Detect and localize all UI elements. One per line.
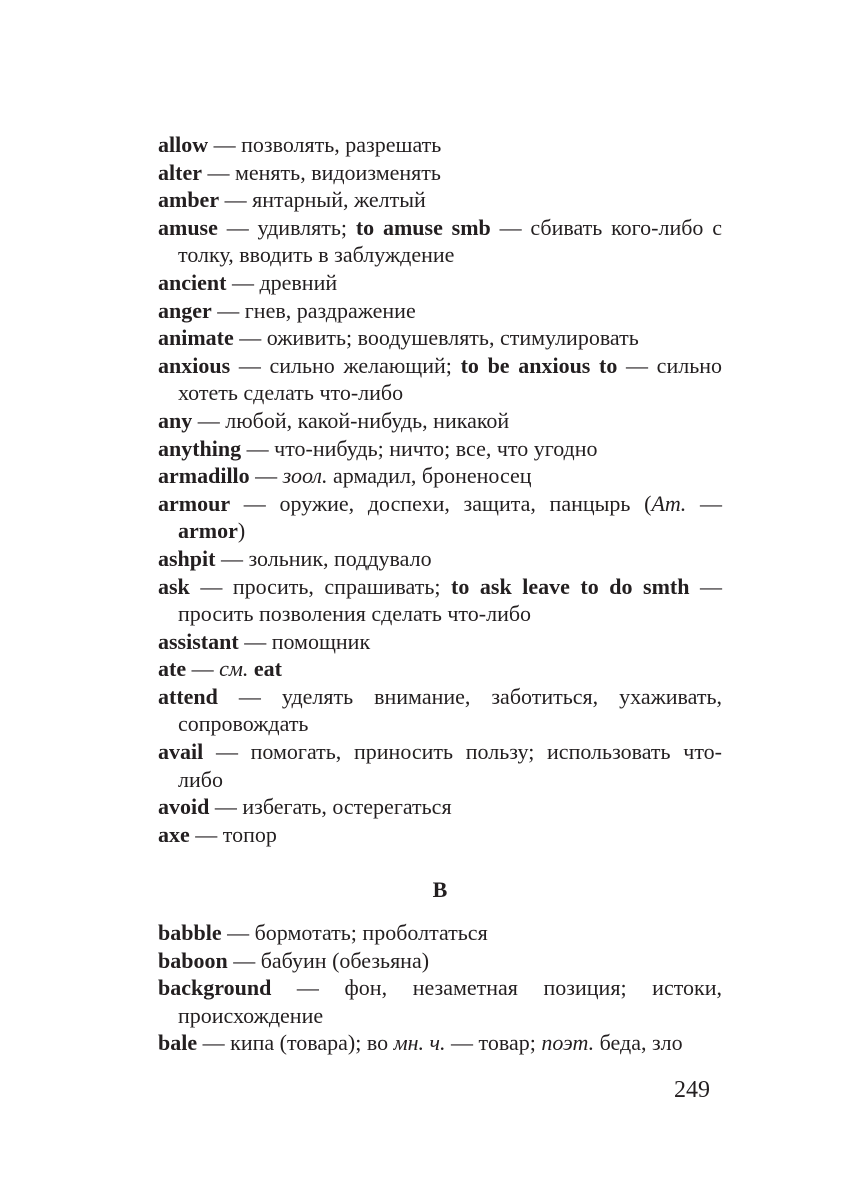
entry-attend <box>158 683 722 738</box>
cross-reference: eat <box>253 656 282 682</box>
definition: — гнев, раздражение <box>211 297 416 323</box>
entry-background <box>158 974 722 1029</box>
definition: — кипа (товара); во <box>197 1030 394 1056</box>
entries-list <box>158 131 722 1057</box>
definition-cont: — товар; <box>445 1030 542 1056</box>
phrase: to ask leave to do smth <box>451 573 690 599</box>
headword: baboon <box>158 947 228 973</box>
phrase-definition: — просить позволения сделать что-либо <box>178 573 723 627</box>
entry-baboon <box>158 947 722 975</box>
label-abbreviation: см. <box>219 656 249 682</box>
headword: armour <box>158 490 231 516</box>
definition: — помогать, приносить пользу; использовать что-либо <box>178 739 722 792</box>
headword: anything <box>158 435 242 461</box>
headword: amber <box>158 187 220 213</box>
headword: animate <box>158 325 234 351</box>
definition: — оживить; воодушевлять, стимулировать <box>233 325 639 351</box>
headword: axe <box>158 821 190 847</box>
headword: babble <box>158 920 222 946</box>
entry-allow <box>158 131 722 159</box>
entry-armadillo <box>158 462 722 490</box>
entry-avoid <box>158 793 722 821</box>
entry-alter <box>158 159 722 187</box>
entry-armour <box>158 490 722 545</box>
headword: bale <box>158 1030 198 1056</box>
definition: — просить, спрашивать; <box>189 573 452 599</box>
definition-close: беда, зло <box>594 1030 683 1056</box>
phrase-definition: — сильно хотеть сделать что-либо <box>178 352 723 406</box>
definition: — оружие, доспехи, защита, панцырь ( <box>230 490 652 516</box>
entry-ashpit <box>158 545 722 573</box>
entry-assistant <box>158 628 722 656</box>
page-number: 249 <box>674 1077 710 1103</box>
entry-amber <box>158 186 722 214</box>
definition: — сильно желающий; <box>230 352 461 378</box>
headword: ancient <box>158 269 227 295</box>
definition: — древний <box>226 269 338 295</box>
headword: allow <box>158 132 209 157</box>
definition: — избегать, остерегаться <box>209 794 452 820</box>
definition: — топор <box>189 821 277 847</box>
headword: attend <box>158 683 218 709</box>
headword: ate <box>158 656 187 682</box>
definition: — бормотать; проболтаться <box>221 920 488 946</box>
headword: background <box>158 975 272 1001</box>
definition: — фон, незаметная позиция; истоки, происхождение <box>178 975 722 1028</box>
headword: armadillo <box>158 463 250 489</box>
phrase: to amuse smb <box>355 214 491 240</box>
label-abbreviation: мн. ч. <box>393 1030 446 1056</box>
entry-animate <box>158 324 722 352</box>
headword: alter <box>158 159 202 185</box>
definition: — <box>186 656 220 682</box>
entry-bale <box>158 1029 722 1057</box>
entry-anxious <box>158 352 722 407</box>
label-abbreviation: Am. <box>651 490 687 516</box>
definition: — удивлять; <box>217 214 356 240</box>
section-letter: B <box>432 877 448 903</box>
definition: — любой, какой-нибудь, никакой <box>192 407 510 433</box>
headword: ashpit <box>158 545 216 571</box>
variant-headword: armor <box>178 518 238 544</box>
definition-cont: армадил, броненосец <box>327 463 532 489</box>
headword: any <box>158 407 193 433</box>
entry-ancient <box>158 269 722 297</box>
entry-anger <box>158 297 722 325</box>
definition-close: ) <box>237 518 246 544</box>
definition: — менять, видоизменять <box>201 159 441 185</box>
entry-ask <box>158 573 722 628</box>
definition: — позволять, разрешать <box>208 132 442 157</box>
headword: anxious <box>158 352 231 378</box>
definition: — что-нибудь; ничто; все, что угодно <box>241 435 598 461</box>
definition: — <box>249 463 283 489</box>
entry-ate <box>158 655 722 683</box>
definition: — янтарный, желтый <box>219 187 426 213</box>
headword: assistant <box>158 628 239 654</box>
definition-cont: — <box>686 490 723 516</box>
entry-babble <box>158 919 722 947</box>
entry-amuse <box>158 214 722 269</box>
entry-axe <box>158 821 722 849</box>
headword: amuse <box>158 214 218 240</box>
entry-any <box>158 407 722 435</box>
label-abbreviation-2: поэт. <box>541 1030 595 1056</box>
definition: — зольник, поддувало <box>215 545 432 571</box>
headword: ask <box>158 573 190 599</box>
phrase: to be anxious to <box>460 352 618 378</box>
definition: — уделять внимание, заботиться, ухаживать, сопровождать <box>178 683 722 737</box>
definition: — бабуин (обезьяна) <box>227 947 430 973</box>
headword: avail <box>158 739 204 765</box>
entry-anything <box>158 435 722 463</box>
headword: avoid <box>158 794 210 820</box>
phrase-definition: — сбивать кого-либо с толку, вводить в заблуждение <box>178 214 722 268</box>
entry-avail <box>158 738 722 793</box>
definition: — помощник <box>238 628 371 654</box>
label-abbreviation: зоол. <box>282 463 328 489</box>
headword: anger <box>158 297 212 323</box>
